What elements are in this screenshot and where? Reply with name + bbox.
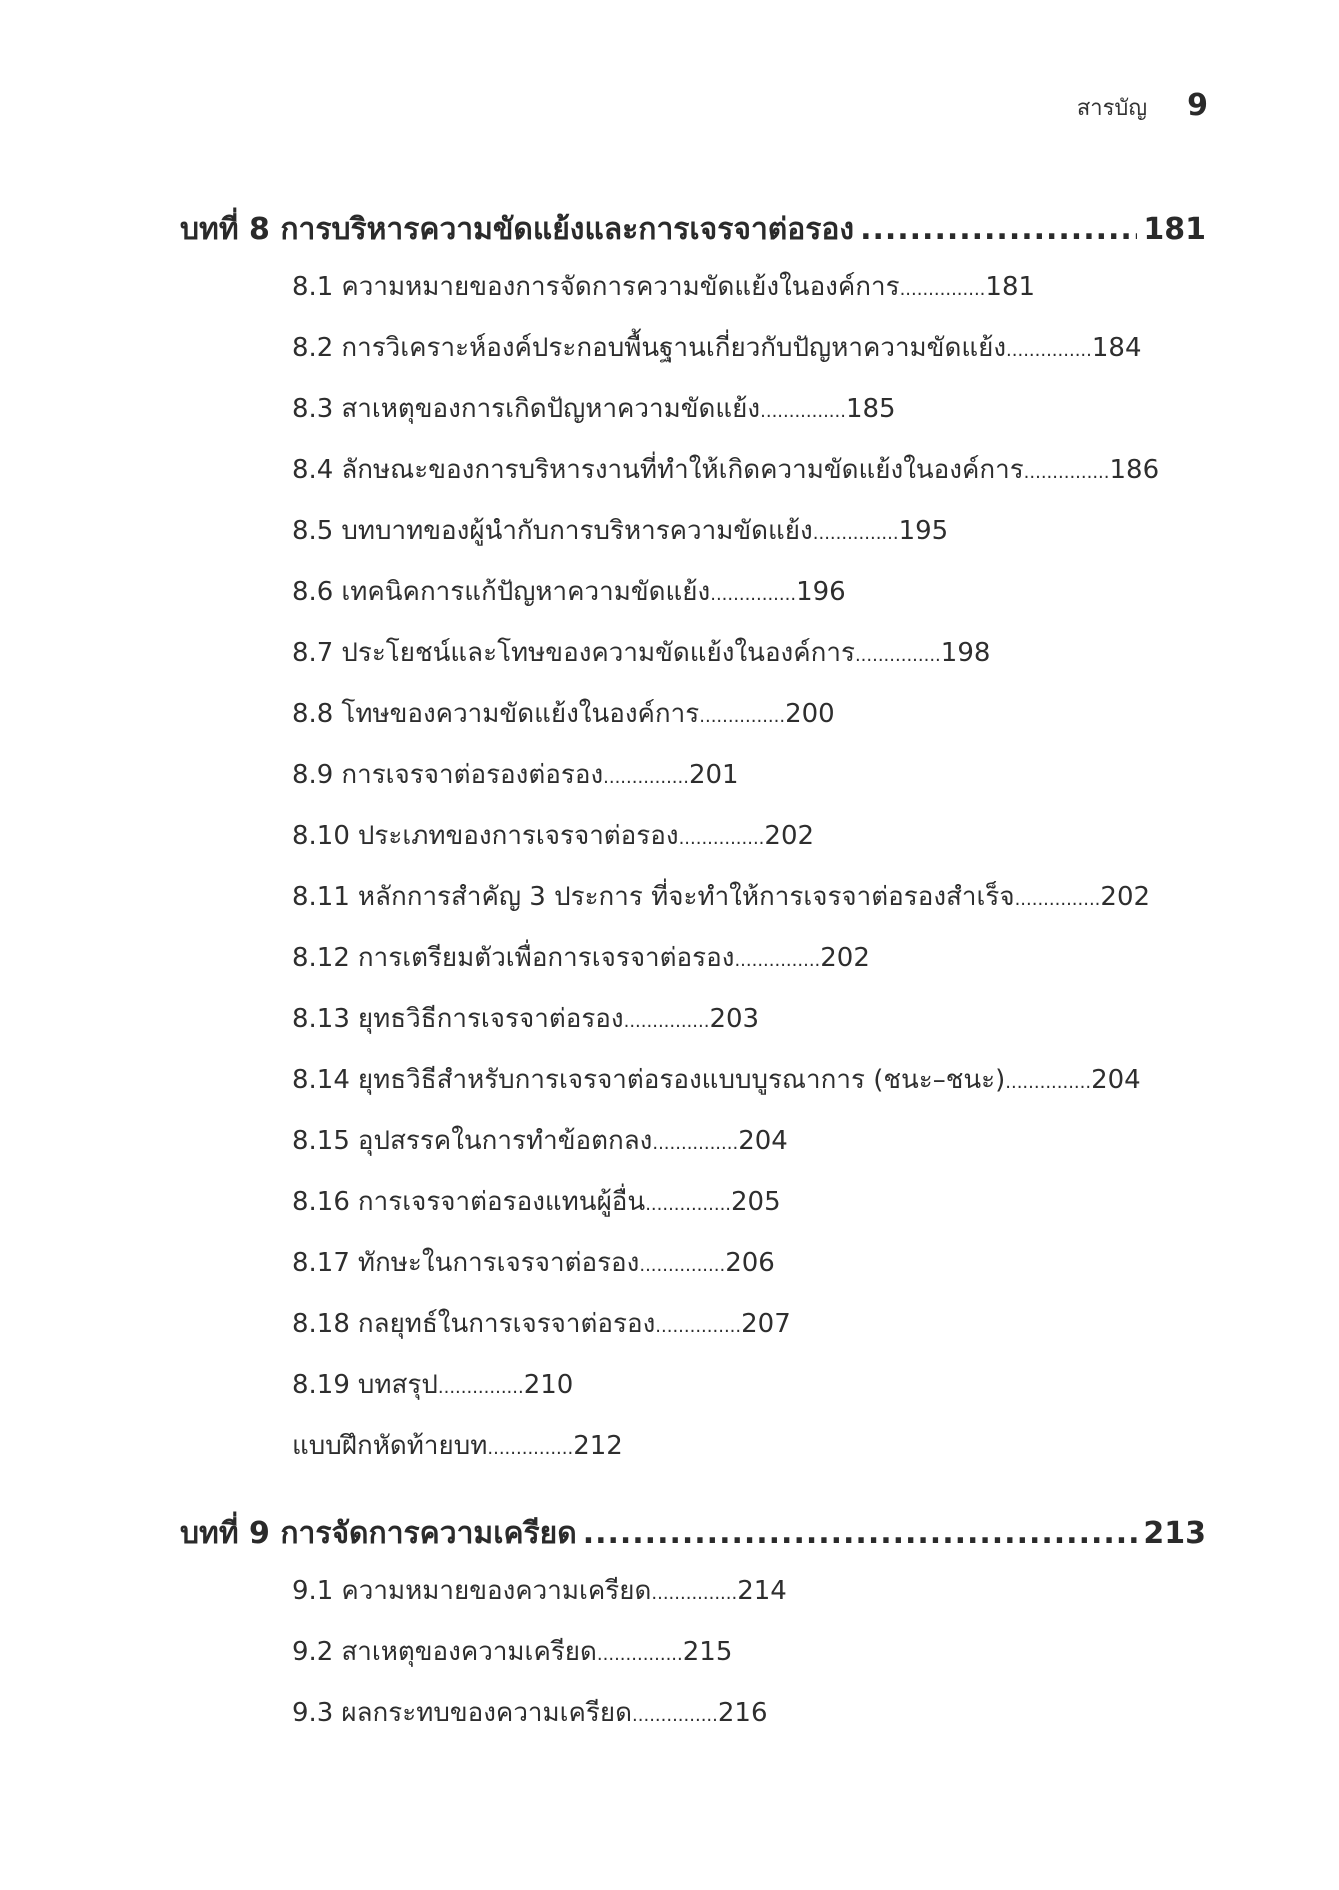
chapter-page: 213 [1143,1516,1206,1551]
entry-number: 8.5 [292,516,334,546]
toc-entry[interactable] [292,1368,1242,1429]
dot-leader: ............... [734,950,821,971]
entry-title: ยุทธวิธีการเจรจาต่อรอง [357,1004,624,1034]
entry-number: 8.4 [292,455,334,485]
entry-title: ลักษณะของการบริหารงานที่ทำให้เกิดความขัดแย้งในองค์การ [341,455,1024,485]
toc-entry[interactable] [292,1429,1242,1490]
dot-leader: ............... [1014,889,1101,910]
dot-leader: ............... [596,1644,683,1665]
entry-number: 8.15 [292,1126,350,1156]
toc-entry[interactable] [292,514,1242,575]
entry-page: 181 [985,272,1036,302]
dot-leader: ............... [854,645,941,666]
entry-page: 205 [731,1187,781,1217]
entry-number: 8.9 [292,760,334,790]
entry-number: 8.3 [292,394,334,424]
toc-entry[interactable] [292,1002,1242,1063]
entry-number: 8.12 [292,943,350,973]
dot-leader: ............... [812,523,899,544]
running-header [1077,88,1208,125]
dot-leader [860,212,1137,247]
entry-page: 198 [940,638,991,668]
dot-leader: ............... [632,1705,718,1726]
entry-title: ยุทธวิธีสำหรับการเจรจาต่อรองแบบบูรณาการ (ชนะ–ชนะ) [357,1065,1006,1095]
toc-entry[interactable] [292,270,1242,331]
entry-page: 214 [737,1576,787,1606]
entry-title: ความหมายของความเครียด [341,1576,652,1606]
dot-leader: ............... [678,828,765,849]
entry-title: โทษของความขัดแย้งในองค์การ [341,699,700,729]
toc-entry[interactable] [292,636,1242,697]
entry-number: 8.2 [292,333,334,363]
toc-entries-chapter-9 [292,1574,1242,1757]
entry-number: 8.8 [292,699,334,729]
entry-number: 9.3 [292,1698,334,1728]
entry-number: 8.1 [292,272,334,302]
entry-title: ความหมายของการจัดการความขัดแย้งในองค์การ [341,272,900,302]
entry-title: บทบาทของผู้นำกับการบริหารความขัดแย้ง [341,516,813,546]
entry-page: 203 [709,1004,760,1034]
entry-title: ผลกระทบของความเครียด [341,1698,633,1728]
entry-number: 8.19 [292,1370,350,1400]
entry-number: 8.18 [292,1309,350,1339]
entry-page: 212 [573,1431,623,1461]
entry-title: การเจรจาต่อรองต่อรอง [341,760,604,790]
toc-entry[interactable] [292,1574,1242,1635]
chapter-page: 181 [1143,212,1206,247]
toc-entry[interactable] [292,819,1242,880]
toc-entry[interactable] [292,697,1242,758]
entry-number: 9.1 [292,1576,334,1606]
entry-page: 184 [1091,333,1142,363]
dot-leader: ............... [487,1438,574,1459]
chapter-heading[interactable] [180,206,1206,253]
toc-entry[interactable] [292,331,1242,392]
chapter-title: บทที่ 9 การจัดการความเครียด [180,1516,577,1551]
toc-entry[interactable] [292,575,1242,636]
toc-entry[interactable] [292,758,1242,819]
dot-leader: ............... [437,1377,524,1398]
dot-leader [583,1516,1138,1551]
toc-entry[interactable] [292,1635,1242,1696]
entry-page: 202 [820,943,870,973]
toc-entry[interactable] [292,1185,1242,1246]
dot-leader: ............... [1005,1072,1092,1093]
entry-number: 8.11 [292,882,350,912]
entry-title: เทคนิคการแก้ปัญหาความขัดแย้ง [341,577,711,607]
entry-title: สาเหตุของความเครียด [341,1637,597,1667]
entry-page: 200 [785,699,835,729]
entry-number: 8.7 [292,638,334,668]
toc-entry[interactable] [292,1246,1242,1307]
toc-entry[interactable] [292,1307,1242,1368]
entry-page: 210 [523,1370,574,1400]
entry-title: กลยุทธ์ในการเจรจาต่อรอง [357,1309,656,1339]
toc-entry[interactable] [292,1124,1242,1185]
dot-leader: ............... [699,706,786,727]
entry-page: 202 [1100,882,1151,912]
chapter-heading[interactable] [180,1510,1206,1557]
page-number: 9 [1187,88,1208,123]
entry-title: ประโยชน์และโทษของความขัดแย้งในองค์การ [341,638,855,668]
entry-page: 201 [688,760,739,790]
toc-entry[interactable] [292,1063,1242,1124]
entry-title: อุปสรรคในการทำข้อตกลง [357,1126,653,1156]
entry-page: 196 [796,577,846,607]
entry-page: 216 [717,1698,768,1728]
dot-leader: ............... [623,1011,710,1032]
entry-number: 8.10 [292,821,350,851]
entry-title: สาเหตุของการเกิดปัญหาความขัดแย้ง [341,394,761,424]
dot-leader: ............... [899,279,986,300]
dot-leader: ............... [645,1194,732,1215]
toc-entry[interactable] [292,880,1242,941]
entry-number: 9.2 [292,1637,334,1667]
entry-page: 207 [741,1309,791,1339]
entry-page: 206 [725,1248,775,1278]
entry-title: การเจรจาต่อรองแทนผู้อื่น [357,1187,646,1217]
entry-page: 204 [1091,1065,1141,1095]
entry-page: 185 [845,394,896,424]
entry-page: 204 [738,1126,788,1156]
entry-page: 202 [764,821,815,851]
entry-number: 8.17 [292,1248,350,1278]
entry-title: การวิเคราะห์องค์ประกอบพื้นฐานเกี่ยวกับปัญหาความขัดแย้ง [341,333,1007,363]
chapter-title: บทที่ 8 การบริหารความขัดแย้งและการเจรจาต่อรอง [180,212,855,247]
entry-title: แบบฝึกหัดท้ายบท [292,1431,488,1461]
dot-leader: ............... [760,401,846,422]
dot-leader: ............... [1006,340,1092,361]
dot-leader: ............... [639,1255,726,1276]
entry-number: 8.13 [292,1004,350,1034]
section-title: สารบัญ [1076,96,1148,121]
dot-leader: ............... [651,1583,738,1604]
entry-page: 195 [898,516,949,546]
toc-entries-chapter-8 [292,270,1242,1490]
entry-title: ประเภทของการเจรจาต่อรอง [357,821,679,851]
toc-entry[interactable] [292,453,1242,514]
dot-leader: ............... [710,584,797,605]
dot-leader: ............... [1023,462,1110,483]
dot-leader: ............... [655,1316,742,1337]
toc-entry[interactable] [292,1696,1242,1757]
entry-page: 186 [1109,455,1160,485]
entry-number: 8.14 [292,1065,350,1095]
entry-title: หลักการสำคัญ 3 ประการ ที่จะทำให้การเจรจาต่อรองสำเร็จ [357,882,1015,912]
entry-number: 8.16 [292,1187,350,1217]
toc-entry[interactable] [292,941,1242,1002]
entry-page: 215 [682,1637,733,1667]
entry-title: บทสรุป [357,1370,438,1400]
dot-leader: ............... [603,767,689,788]
entry-title: ทักษะในการเจรจาต่อรอง [357,1248,640,1278]
toc-entry[interactable] [292,392,1242,453]
entry-number: 8.6 [292,577,334,607]
dot-leader: ............... [652,1133,739,1154]
entry-title: การเตรียมตัวเพื่อการเจรจาต่อรอง [357,943,735,973]
